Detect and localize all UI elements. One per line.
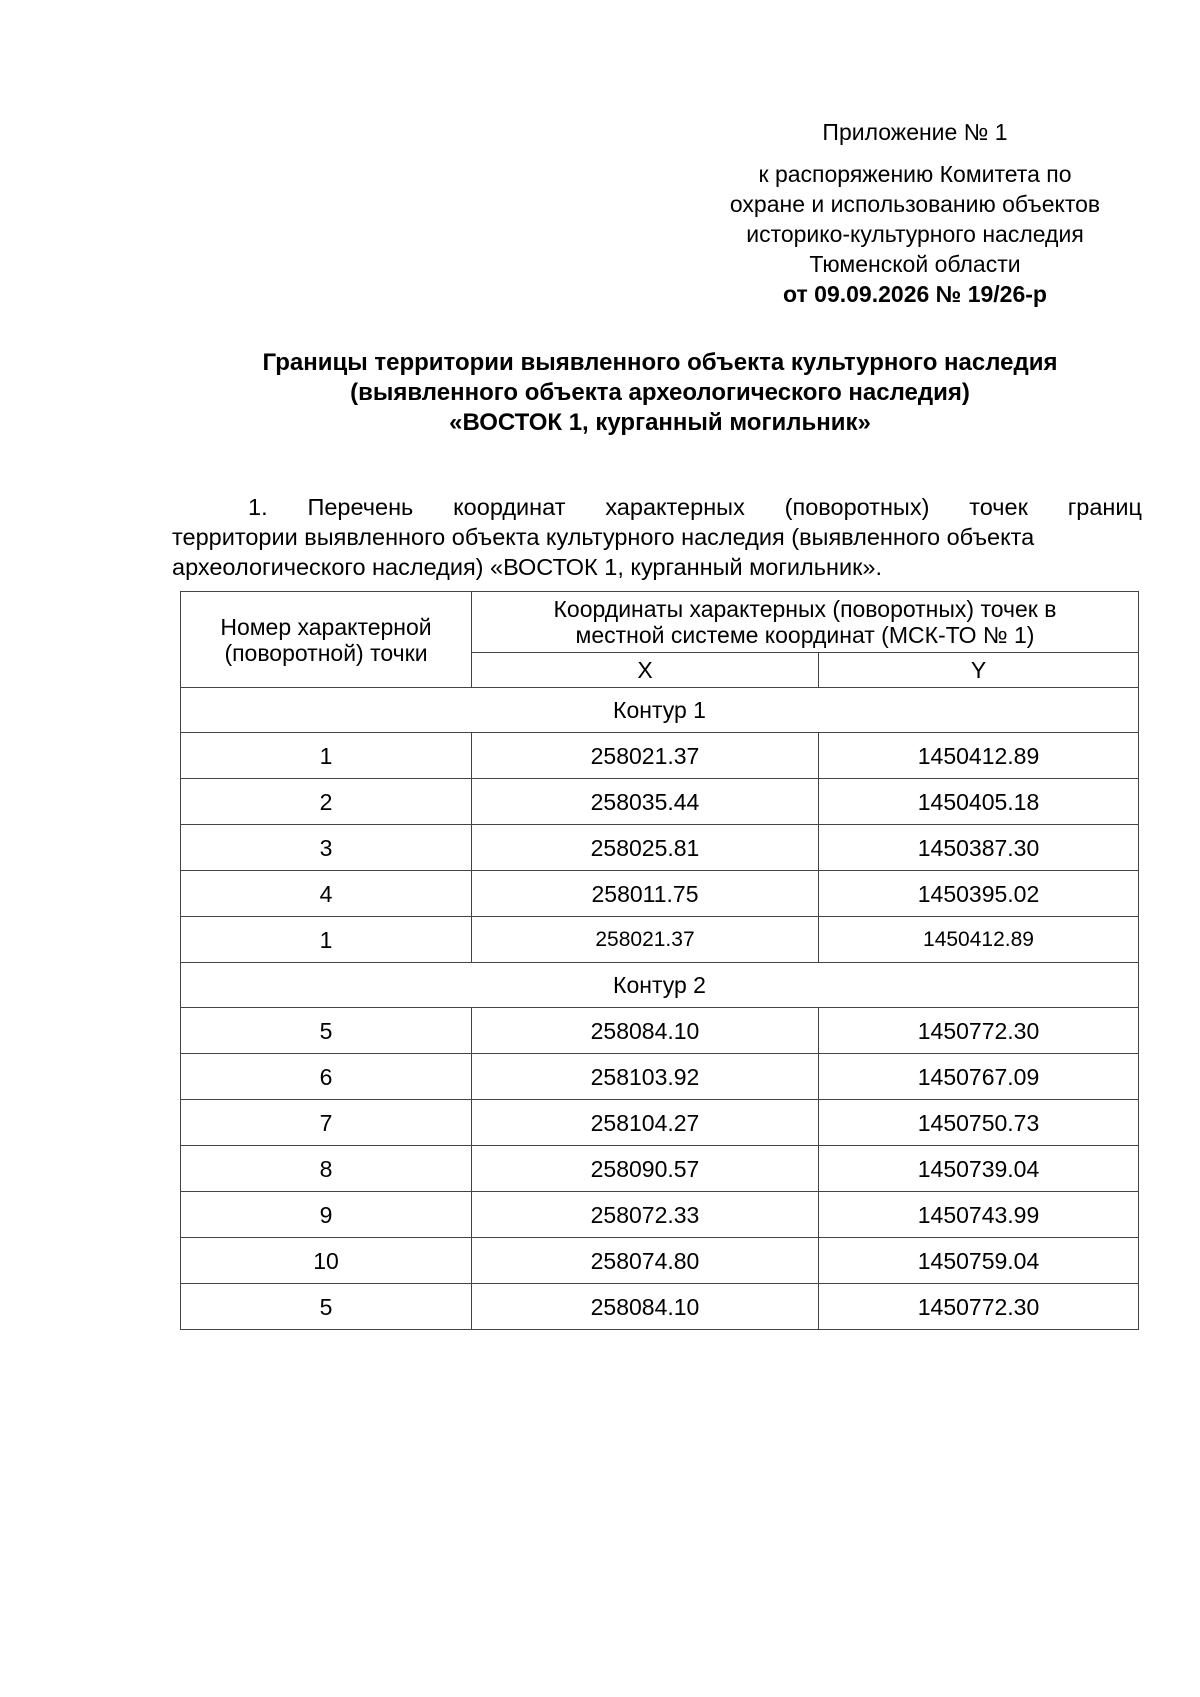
contour-label: Контур 2 (181, 963, 1139, 1008)
y-coordinate-cell: 1450395.02 (819, 871, 1139, 917)
table-row (181, 1100, 1139, 1146)
point-number-cell: 1 (181, 917, 472, 963)
x-coordinate-cell: 258074.80 (472, 1238, 819, 1284)
annex-date-number: от 09.09.2026 № 19/26-р (783, 281, 1047, 307)
contour-row (181, 963, 1139, 1008)
y-coordinate-cell: 1450743.99 (819, 1192, 1139, 1238)
y-coordinate-cell: 1450767.09 (819, 1054, 1139, 1100)
annex-line: Тюменской области (809, 251, 1021, 277)
y-coordinate-cell: 1450387.30 (819, 825, 1139, 871)
paragraph-line: археологического наследия) «ВОСТОК 1, курганный могильник». (172, 554, 882, 580)
table-row (181, 917, 1139, 963)
point-number-cell: 10 (181, 1238, 472, 1284)
coordinates-table (180, 591, 1139, 1330)
table-row (181, 1192, 1139, 1238)
x-coordinate-cell: 258072.33 (472, 1192, 819, 1238)
point-number-cell: 4 (181, 871, 472, 917)
header-text: Номер характерной (220, 613, 432, 640)
y-coordinate-cell: 1450405.18 (819, 779, 1139, 825)
x-coordinate-cell: 258011.75 (472, 871, 819, 917)
header-text: Координаты характерных (поворотных) точек в (553, 596, 1057, 622)
table-header-row (181, 592, 1139, 653)
x-coordinate-cell: 258035.44 (472, 779, 819, 825)
header-point-number (181, 592, 472, 688)
header-coordinates (472, 592, 1139, 653)
annex-reference (690, 159, 1140, 309)
table-row (181, 825, 1139, 871)
y-coordinate-cell: 1450759.04 (819, 1238, 1139, 1284)
x-coordinate-cell: 258025.81 (472, 825, 819, 871)
x-coordinate-cell: 258103.92 (472, 1054, 819, 1100)
point-number-cell: 5 (181, 1008, 472, 1054)
table-row (181, 1146, 1139, 1192)
header-text: (поворотной) точки (224, 639, 428, 666)
intro-paragraph (172, 492, 1142, 582)
table-row (181, 1008, 1139, 1054)
contour-row (181, 688, 1139, 733)
y-coordinate-cell: 1450750.73 (819, 1100, 1139, 1146)
point-number-cell: 7 (181, 1100, 472, 1146)
heading-line: (выявленного объекта археологического наследия) (350, 379, 970, 406)
heading-line: Границы территории выявленного объекта культурного наследия (262, 349, 1058, 376)
annex-line: историко-культурного наследия (746, 221, 1084, 247)
annex-line: охране и использованию объектов (729, 191, 1101, 217)
x-coordinate-cell: 258090.57 (472, 1146, 819, 1192)
paragraph-line: территории выявленного объекта культурного наследия (выявленного объекта (172, 524, 1035, 550)
point-number-cell: 3 (181, 825, 472, 871)
y-coordinate-cell: 1450772.30 (819, 1284, 1139, 1330)
point-number-cell: 8 (181, 1146, 472, 1192)
document-heading (120, 348, 1200, 438)
table-row (181, 1054, 1139, 1100)
y-coordinate-cell: 1450412.89 (819, 733, 1139, 779)
header-y: Y (819, 653, 1139, 688)
paragraph-line: 1. Перечень координат характерных (поворотных) точек границ (248, 494, 1142, 520)
table-row (181, 733, 1139, 779)
point-number-cell: 6 (181, 1054, 472, 1100)
y-coordinate-cell: 1450412.89 (819, 917, 1139, 963)
y-coordinate-cell: 1450739.04 (819, 1146, 1139, 1192)
x-coordinate-cell: 258084.10 (472, 1008, 819, 1054)
point-number-cell: 1 (181, 733, 472, 779)
y-coordinate-cell: 1450772.30 (819, 1008, 1139, 1054)
x-coordinate-cell: 258021.37 (472, 733, 819, 779)
point-number-cell: 2 (181, 779, 472, 825)
x-coordinate-cell: 258021.37 (472, 917, 819, 963)
table-row (181, 1238, 1139, 1284)
header-text: местной системе координат (МСК-ТО № 1) (575, 622, 1035, 648)
table-row (181, 779, 1139, 825)
annex-title: Приложение № 1 (822, 119, 1008, 145)
x-coordinate-cell: 258084.10 (472, 1284, 819, 1330)
point-number-cell: 9 (181, 1192, 472, 1238)
annex-line: к распоряжению Комитета по (758, 161, 1072, 187)
table-row (181, 1284, 1139, 1330)
contour-label: Контур 1 (181, 688, 1139, 733)
heading-line: «ВОСТОК 1, курганный могильник» (449, 409, 871, 436)
header-x: X (472, 653, 819, 688)
x-coordinate-cell: 258104.27 (472, 1100, 819, 1146)
point-number-cell: 5 (181, 1284, 472, 1330)
table-row (181, 871, 1139, 917)
